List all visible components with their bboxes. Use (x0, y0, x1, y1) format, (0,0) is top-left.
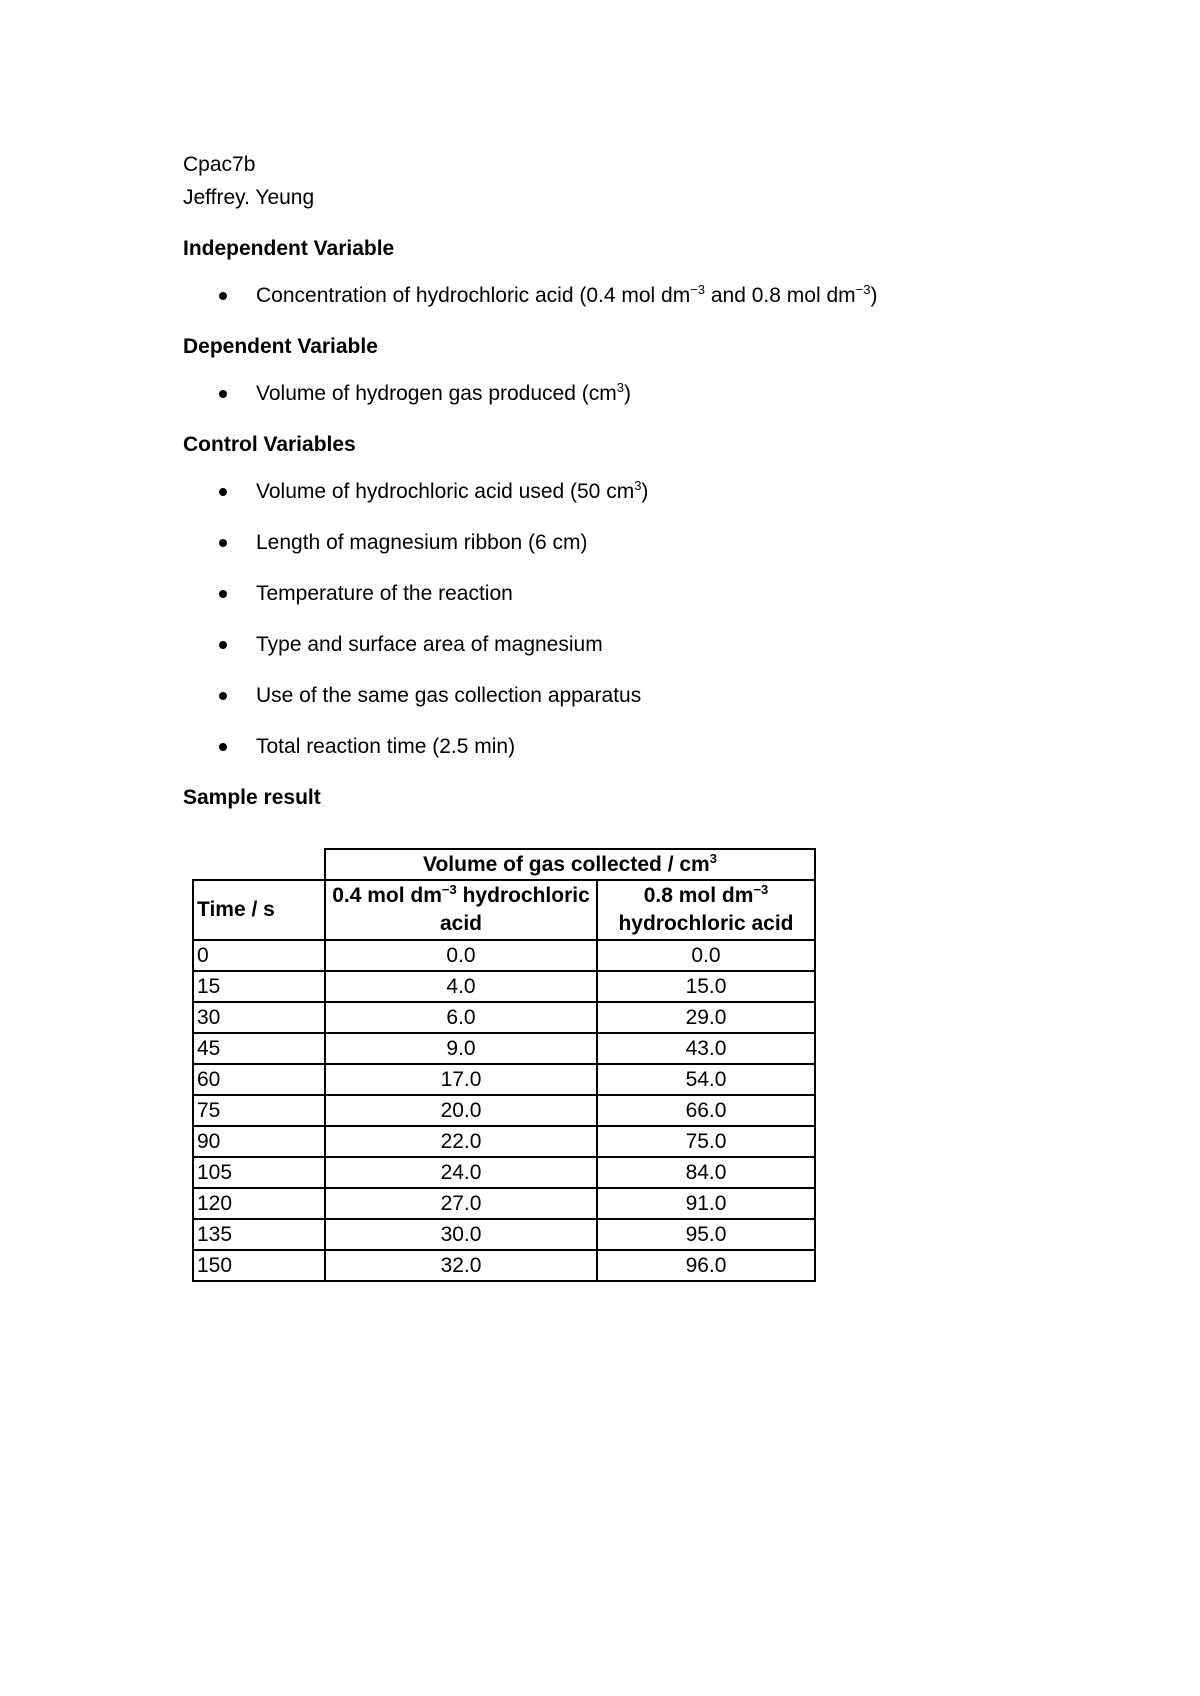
high-concentration-volume-cell: 96.0 (597, 1250, 815, 1281)
high-concentration-volume-cell: 29.0 (597, 1002, 815, 1033)
volume-group-header: Volume of gas collected / $cm^3$ (325, 849, 815, 880)
control-variable-item: Temperature of the reaction (183, 577, 1083, 610)
empty-corner-cell (193, 849, 325, 880)
control-variable-item: Total reaction time (2.5 min) (183, 730, 1083, 763)
results-table (192, 848, 816, 1282)
high-concentration-volume-cell: 84.0 (597, 1157, 815, 1188)
dependent-variable-heading: Dependent Variable (183, 335, 378, 358)
time-cell: 0 (193, 940, 325, 971)
high-concentration-volume-cell: 75.0 (597, 1126, 815, 1157)
author-name: Jeffrey. Yeung (183, 186, 315, 209)
table-row (193, 1188, 815, 1219)
table-row (193, 971, 815, 1002)
high-concentration-volume-cell: 15.0 (597, 971, 815, 1002)
independent-variable-heading: Independent Variable (183, 237, 395, 260)
time-cell: 15 (193, 971, 325, 1002)
control-variables-heading: Control Variables (183, 433, 356, 456)
dependent-variable-list (183, 377, 1083, 410)
low-concentration-volume-cell: 24.0 (325, 1157, 597, 1188)
high-concentration-header: 0.8 mol $dm^{-3}$ hydrochloric acid (597, 880, 815, 940)
time-cell: 60 (193, 1064, 325, 1095)
table-row (193, 1219, 815, 1250)
low-concentration-volume-cell: 30.0 (325, 1219, 597, 1250)
sample-result-heading: Sample result (183, 786, 321, 809)
document-code: Cpac7b (183, 153, 256, 176)
high-concentration-volume-cell: 43.0 (597, 1033, 815, 1064)
time-cell: 45 (193, 1033, 325, 1064)
low-concentration-volume-cell: 22.0 (325, 1126, 597, 1157)
time-column-header: Time / s (193, 880, 325, 940)
table-row (193, 1002, 815, 1033)
low-concentration-volume-cell: 27.0 (325, 1188, 597, 1219)
time-cell: 90 (193, 1126, 325, 1157)
time-cell: 105 (193, 1157, 325, 1188)
control-variables-list (183, 475, 1083, 763)
high-concentration-volume-cell: 54.0 (597, 1064, 815, 1095)
control-variable-item: Use of the same gas collection apparatus (183, 679, 1083, 712)
time-cell: 30 (193, 1002, 325, 1033)
table-row (193, 1157, 815, 1188)
low-concentration-volume-cell: 20.0 (325, 1095, 597, 1126)
high-concentration-volume-cell: 95.0 (597, 1219, 815, 1250)
high-concentration-volume-cell: 91.0 (597, 1188, 815, 1219)
time-cell: 150 (193, 1250, 325, 1281)
table-row (193, 1095, 815, 1126)
results-table-body (193, 940, 815, 1281)
low-concentration-volume-cell: 17.0 (325, 1064, 597, 1095)
independent-variable-item: Concentration of hydrochloric acid (0.4 mol $dm^{-3}$ and 0.8 mol $dm^{-3}$) (183, 279, 1083, 312)
low-concentration-volume-cell: 0.0 (325, 940, 597, 971)
control-variable-item: Type and surface area of magnesium (183, 628, 1083, 661)
low-concentration-volume-cell: 4.0 (325, 971, 597, 1002)
table-row (193, 1033, 815, 1064)
table-row (193, 1126, 815, 1157)
low-concentration-volume-cell: 9.0 (325, 1033, 597, 1064)
time-cell: 75 (193, 1095, 325, 1126)
high-concentration-volume-cell: 0.0 (597, 940, 815, 971)
table-row (193, 940, 815, 971)
independent-variable-list (183, 279, 1083, 312)
dependent-variable-item: Volume of hydrogen gas produced $(cm^3)$ (183, 377, 1083, 410)
low-concentration-volume-cell: 32.0 (325, 1250, 597, 1281)
control-variable-item: Length of magnesium ribbon (6 cm) (183, 526, 1083, 559)
control-variable-item: Volume of hydrochloric acid used (50 $cm^3$) (183, 475, 1083, 508)
time-cell: 120 (193, 1188, 325, 1219)
table-row (193, 1064, 815, 1095)
high-concentration-volume-cell: 66.0 (597, 1095, 815, 1126)
table-row (193, 1250, 815, 1281)
time-cell: 135 (193, 1219, 325, 1250)
document-body (183, 148, 1083, 814)
low-concentration-header: 0.4 mol $dm^{-3}$ hydrochloric acid (325, 880, 597, 940)
low-concentration-volume-cell: 6.0 (325, 1002, 597, 1033)
